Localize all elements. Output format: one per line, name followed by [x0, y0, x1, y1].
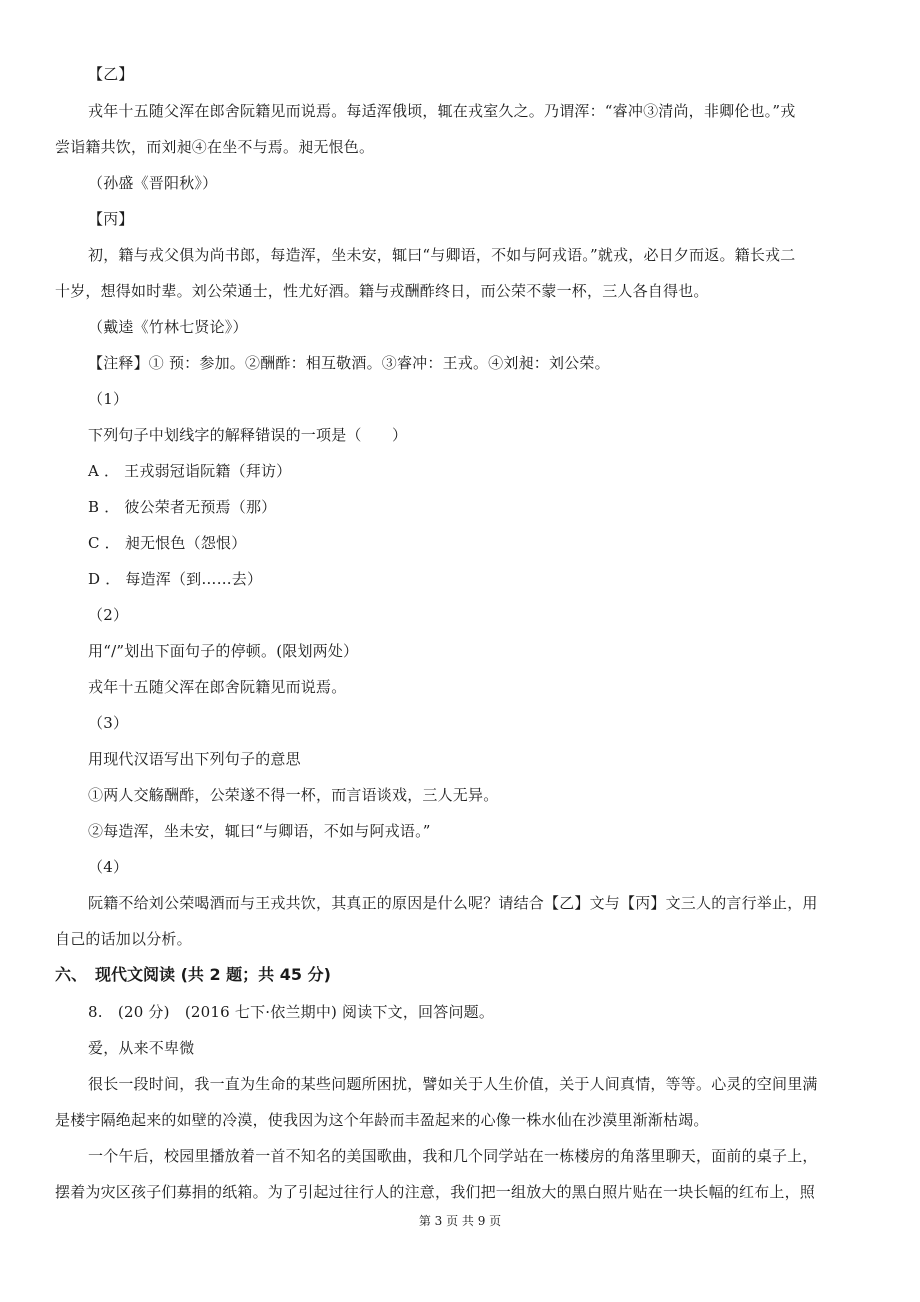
question-4-line-1: 阮籍不给刘公荣喝酒而与王戎共饮，其真正的原因是什么呢？请结合【乙】文与【丙】文三人的言行举止，用	[88, 894, 818, 912]
question-3-number: （3）	[88, 714, 129, 732]
question-1-text: 下列句子中划线字的解释错误的一项是（ ）	[88, 426, 408, 444]
question-3-text: 用现代汉语写出下列句子的意思	[88, 750, 301, 768]
essay-para-1-line-2: 是楼宇隔绝起来的如壁的冷漠，使我因为这个年龄而丰盈起来的心像一株水仙在沙漠里渐渐枯竭。	[55, 1111, 709, 1129]
essay-para-2-line-2: 摆着为灾区孩子们募捐的纸箱。为了引起过往行人的注意，我们把一组放大的黑白照片贴在一块长幅的红布上，照	[55, 1183, 816, 1201]
passage-yi-line-2: 尝诣籍共饮，而刘昶④在坐不与焉。昶无恨色。	[55, 138, 375, 156]
section-6-heading: 六、 现代文阅读 (共 2 题；共 45 分)	[55, 965, 331, 984]
essay-para-2-line-1: 一个午后，校园里播放着一首不知名的美国歌曲，我和几个同学站在一栋楼房的角落里聊天，面前的桌子上，	[88, 1147, 818, 1165]
essay-para-1-line-1: 很长一段时间，我一直为生命的某些问题所困扰，譬如关于人生价值，关于人间真情，等等。心灵的空间里满	[88, 1075, 818, 1093]
question-4-line-2: 自己的话加以分析。	[55, 930, 192, 948]
passage-yi-source: （孙盛《晋阳秋》）	[88, 174, 218, 192]
question-1-option-a[interactable]: A ． 王戎弱冠诣阮籍（拜访）	[88, 462, 292, 480]
passage-bing-line-1: 初，籍与戎父俱为尚书郎，每造浑，坐未安，辄曰“与卿语，不如与阿戎语。”就戎，必日夕而返。籍长戎二	[88, 246, 796, 264]
question-2-text: 用“/”划出下面句子的停顿。(限划两处）	[88, 642, 359, 660]
passage-yi-line-1: 戎年十五随父浑在郎舍阮籍见而说焉。每适浑俄顷，辄在戎室久之。乃谓浑：“睿冲③清尚，非卿伦也。”戎	[88, 102, 796, 120]
question-2-sentence: 戎年十五随父浑在郎舍阮籍见而说焉。	[88, 678, 347, 696]
passage-bing-heading: 【丙】	[88, 210, 134, 228]
question-2-number: （2）	[88, 606, 129, 624]
notes: 【注释】① 预：参加。②酬酢：相互敬酒。③睿冲：王戎。④刘昶：刘公荣。	[88, 354, 610, 372]
question-4-number: （4）	[88, 858, 129, 876]
question-1-option-d[interactable]: D ． 每造浑（到……去）	[88, 570, 263, 588]
question-1-option-c[interactable]: C ． 昶无恨色（怨恨）	[88, 534, 247, 552]
question-3-sentence-1: ①两人交觞酬酢，公荣遂不得一杯，而言语谈戏，三人无异。	[88, 786, 499, 804]
page-footer: 第 3 页 共 9 页	[418, 1214, 502, 1228]
passage-bing-line-2: 十岁，想得如时辈。刘公荣通士，性尤好酒。籍与戎酬酢终日，而公荣不蒙一杯，三人各自得也。	[55, 282, 709, 300]
passage-yi-heading: 【乙】	[88, 65, 134, 83]
question-1-option-b[interactable]: B ． 彼公荣者无预焉（那）	[88, 498, 277, 516]
essay-title: 爱，从来不卑微	[88, 1039, 195, 1057]
passage-bing-source: （戴逵《竹林七贤论》）	[88, 318, 248, 336]
question-8-header: 8. (20 分) (2016 七下·依兰期中) 阅读下文，回答问题。	[88, 1003, 495, 1021]
question-1-number: （1）	[88, 390, 129, 408]
question-3-sentence-2: ②每造浑，坐未安，辄曰“与卿语，不如与阿戎语。”	[88, 822, 431, 840]
